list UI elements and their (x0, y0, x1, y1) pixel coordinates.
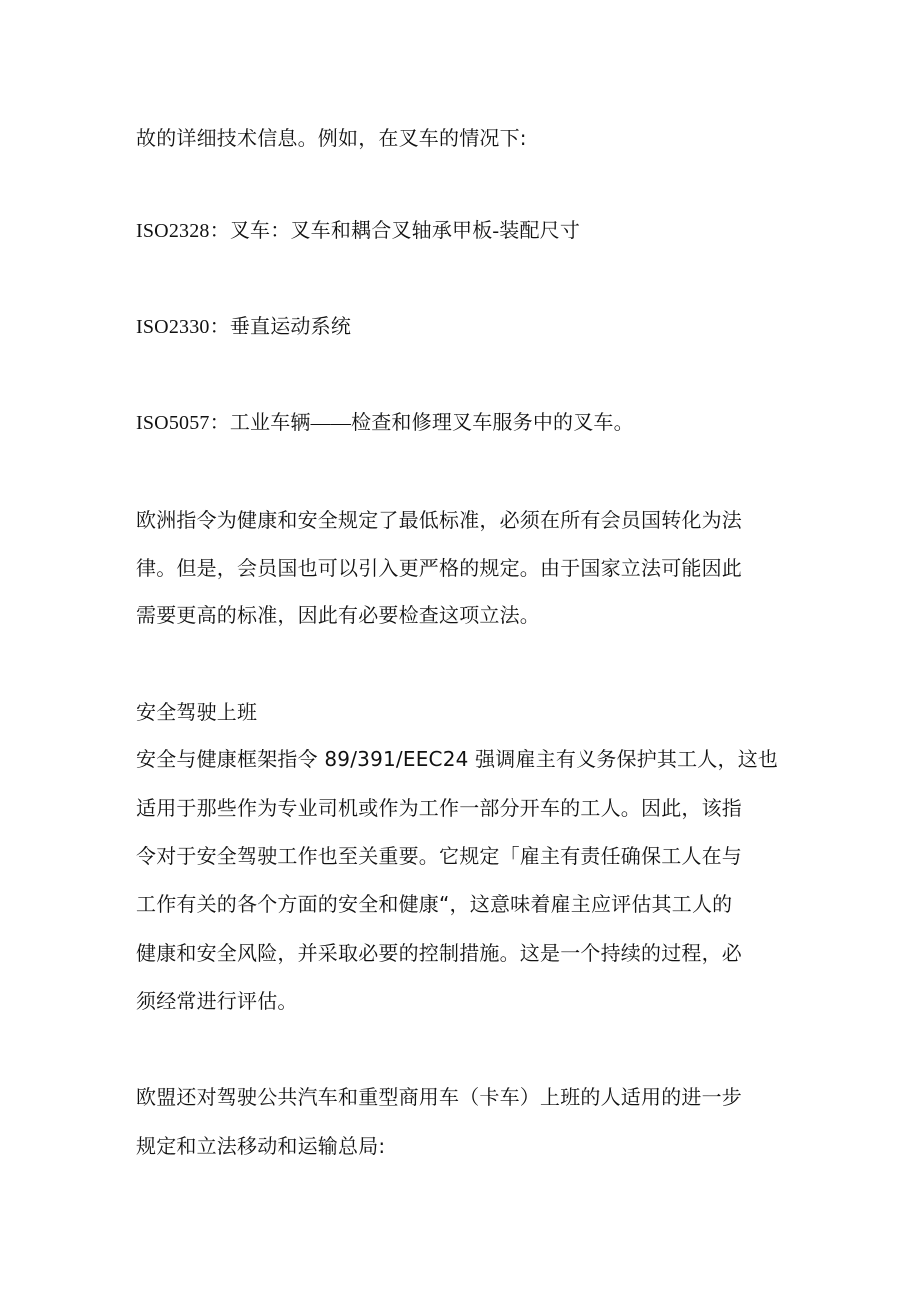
text-line-intro: 故的详细技术信息。例如，在叉车的情况下: (136, 126, 527, 150)
paragraph-framework-line-4: 工作有关的各个方面的安全和健康“，这意味着雇主应评估其工人的 (136, 892, 733, 916)
paragraph-framework-line-2: 适用于那些作为专业司机或作为工作一部分开车的工人。因此，该指 (136, 796, 742, 820)
paragraph-eu-further-line-2: 规定和立法移动和运输总局: (136, 1134, 386, 1158)
paragraph-eu-directive-line-3: 需要更高的标准，因此有必要检查这项立法。 (136, 603, 540, 627)
section-heading-safe-driving: 安全驾驶上班 (136, 700, 258, 724)
paragraph-framework-line-1: 安全与健康框架指令 89/391/EEC24 强调雇主有义务保护其工人，这也 (136, 747, 779, 771)
standard-iso2330: ISO2330：垂直运动系统 (136, 316, 352, 338)
paragraph-eu-directive-line-2: 律。但是，会员国也可以引入更严格的规定。由于国家立法可能因此 (136, 556, 742, 580)
paragraph-framework-line-5: 健康和安全风险，并采取必要的控制措施。这是一个持续的过程，必 (136, 941, 742, 965)
standard-iso2328: ISO2328：叉车：叉车和耦合叉轴承甲板-装配尺寸 (136, 220, 581, 242)
paragraph-eu-directive-line-1: 欧洲指令为健康和安全规定了最低标准，必须在所有会员国转化为法 (136, 508, 742, 532)
paragraph-framework-line-3: 令对于安全驾驶工作也至关重要。它规定「雇主有责任确保工人在与 (136, 844, 742, 868)
paragraph-eu-further-line-1: 欧盟还对驾驶公共汽车和重型商用车（卡车）上班的人适用的进一步 (136, 1085, 742, 1109)
standard-iso5057: ISO5057：工业车辆——检查和修理叉车服务中的叉车。 (136, 412, 634, 434)
paragraph-framework-line-6: 须经常进行评估。 (136, 989, 298, 1013)
